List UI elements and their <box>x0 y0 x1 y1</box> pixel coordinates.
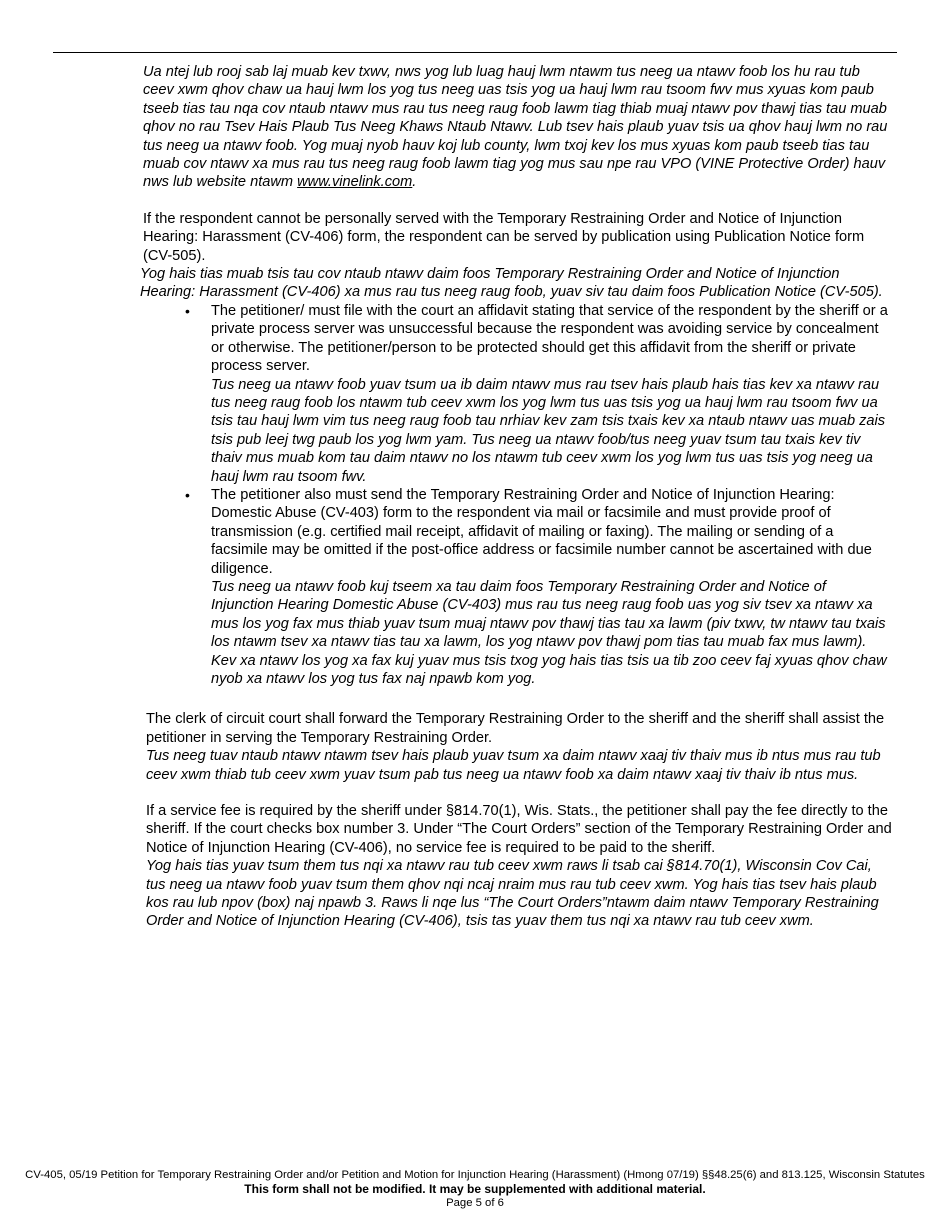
clerk-hmong: Tus neeg tuav ntaub ntawv ntawm tsev hais plaub yuav tsum xa daim ntawv xaaj tiv thaiv mus ib ntus mus rau tub ceev xwm thiab tub ceev xwm yuav tsum pab tus neeg ua ntawv foob xa daim ntawv xaaj tiv thaiv ib ntus mus. <box>146 748 881 783</box>
bullet-item-mail <box>211 486 890 688</box>
bullet-mail-hmong: Tus neeg ua ntawv foob kuj tseem xa tau daim foos Temporary Restraining Order and Notice of Injunction Hearing Domestic Abuse (CV-403) mus rau tus neeg raug foob uas yog siv tsev xa ntawv xa mus los yog fax mus thiab yuav tsum muaj ntawv pov thawj tias tau xa lawm (piv txwv, tw ntawv tau txais los ntawm tsev xa ntawv tias tau xa lawm, los yog ntawv pov thawj pom tias tau muab fax mus lawm). Kev xa ntawv los yog xa fax kuj yuav mus tsis txog yog hais tias tsis ua tib zoo ceev faj xyuas qhov chaw nyob xa ntawv los yog tus fax naj npawb kom yog. <box>211 578 887 687</box>
fee-english: If a service fee is required by the sheriff under §814.70(1), Wis. Stats., the petitioner shall pay the fee directly to the sheriff. If the court checks box number 3. Under “The Court Orders” section of the Temporary Restraining Order and Notice of Injunction Hearing (CV-406), no service fee is required to be paid to the sheriff. <box>146 803 892 856</box>
vine-end: . <box>412 174 417 191</box>
page-footer <box>0 1168 950 1210</box>
footer-page-number: Page 5 of 6 <box>446 1197 504 1209</box>
publication-english: If the respondent cannot be personally served with the Temporary Restraining Order and Notice of Injunction Hearing: Harassment (CV-406) form, the respondent can be served by publication using Publication Notice form (CV-505). <box>143 210 865 264</box>
vine-paragraph <box>0 63 950 192</box>
footer-form-line: CV-405, 05/19 Petition for Temporary Restraining Order and/or Petition and Motion for Injunction Hearing (Harassment) (Hmong 07/19) §§48.25(6) and 813.125, Wisconsin Statutes <box>25 1169 925 1181</box>
fee-hmong: Yog hais tias yuav tsum them tus nqi xa ntawv rau tub ceev xwm raws li tsab cai §814.70(1), Wisconsin Cov Cai, tus neeg ua ntawv foob yuav tsum them qhov nqi ncaj nraim mus rau tub ceev xwm. Yog hais tias tsev hais plaub kos rau lub npov (box) naj npawb 3. Raws li nqe lus “The Court Orders”ntawm daim ntawv Temporary Restraining Order and Notice of Injunction Hearing (CV-406), tsis tas yuav them tus nqi xa ntawv rau tub ceev xwm. <box>146 858 879 930</box>
bullet-affidavit-hmong: Tus neeg ua ntawv foob yuav tsum ua ib daim ntawv mus rau tsev hais plaub hais tias kev xa ntawv rau tus neeg raug foob los ntawm tub ceev xwm los yog lwm tus uas tsis yog ua hauj lwm rau tsoom fwv ua tsis tau hauj lwm vim tus neeg raug foob tau nrhiav kev zam tsis txais kev xa ntaub ntawv uas muab zais tsis pub leej twg paub los yog lwm yam. Tus neeg ua ntawv foob/tus neeg yuav tsum tau txais kev tiv thaiv mus muab kom tau daim ntawv no los ntawm tub ceev xwm los yog lwm tus uas tsis yog neeg ua hauj lwm rau tsoom fwv. <box>211 376 886 485</box>
bullet-mail-english: • The petitioner also must send the Temporary Restraining Order and Notice of Injunction Hearing: Domestic Abuse (CV-403) form to the respondent via mail or facsimile and must provide proof of transmission (e.g. certified mail receipt, affidavit of mailing or faxing). The mailing or sending of a facsimile may be omitted if the post-office address or facsimile number cannot be ascertained with due diligence. <box>211 486 872 577</box>
vinelink-link[interactable]: www.vinelink.com <box>297 174 413 191</box>
bullet-item-affidavit <box>211 302 890 486</box>
publication-hmong: Yog hais tias muab tsis tau cov ntaub ntawv daim foos Temporary Restraining Order and Notice of Injunction Hearing: Harassment (CV-406) xa mus rau tus neeg raug foob, yuav siv tau daim foos Publication Notice (CV-505). <box>140 266 883 301</box>
bullet-affidavit-english: • The petitioner/ must file with the court an affidavit stating that service of the respondent by the sheriff or a private process server was unsuccessful because the respondent was avoiding service by concealment or otherwise. The petitioner/person to be protected should get this affidavit from the sheriff or private process server. <box>211 302 888 375</box>
service-bullet-list <box>0 302 950 689</box>
top-rule <box>53 52 897 53</box>
clerk-english: The clerk of circuit court shall forward the Temporary Restraining Order to the sheriff and the sheriff shall assist the petitioner in serving the Temporary Restraining Order. <box>146 711 885 746</box>
page-body <box>0 63 950 931</box>
vine-text: Ua ntej lub rooj sab laj muab kev txwv, nws yog lub luag hauj lwm ntawm tus neeg ua ntawv foob los hu rau tub ceev xwm qhov chaw ua hauj lwm los yog tus neeg uas tsis yog ua hauj lwm rau tsoom fwv mus xyuas kom paub tseeb tias tau nqa cov ntaub ntawv mus rau tus neeg raug foob lawm tiag thiab muaj ntawv pov thawj tias tau muab qhov no rau Tsev Hais Plaub Tus Neeg Khaws Ntaub Ntawv. Lub tsev hais plaub yuav tsis ua qhov hauj lwm no rau tus neeg ua ntawv foob. Yog muaj nyob hauv koj lub county, lwm txoj kev los mus xyuas kom paub tseeb tias tau muab cov ntawv xa mus rau tus neeg raug foob lawm tiag yog mus sau npe rau VPO (VINE Protective Order) hauv nws lub website ntawm <box>143 64 888 191</box>
footer-notice: This form shall not be modified. It may be supplemented with additional material. <box>244 1182 706 1196</box>
